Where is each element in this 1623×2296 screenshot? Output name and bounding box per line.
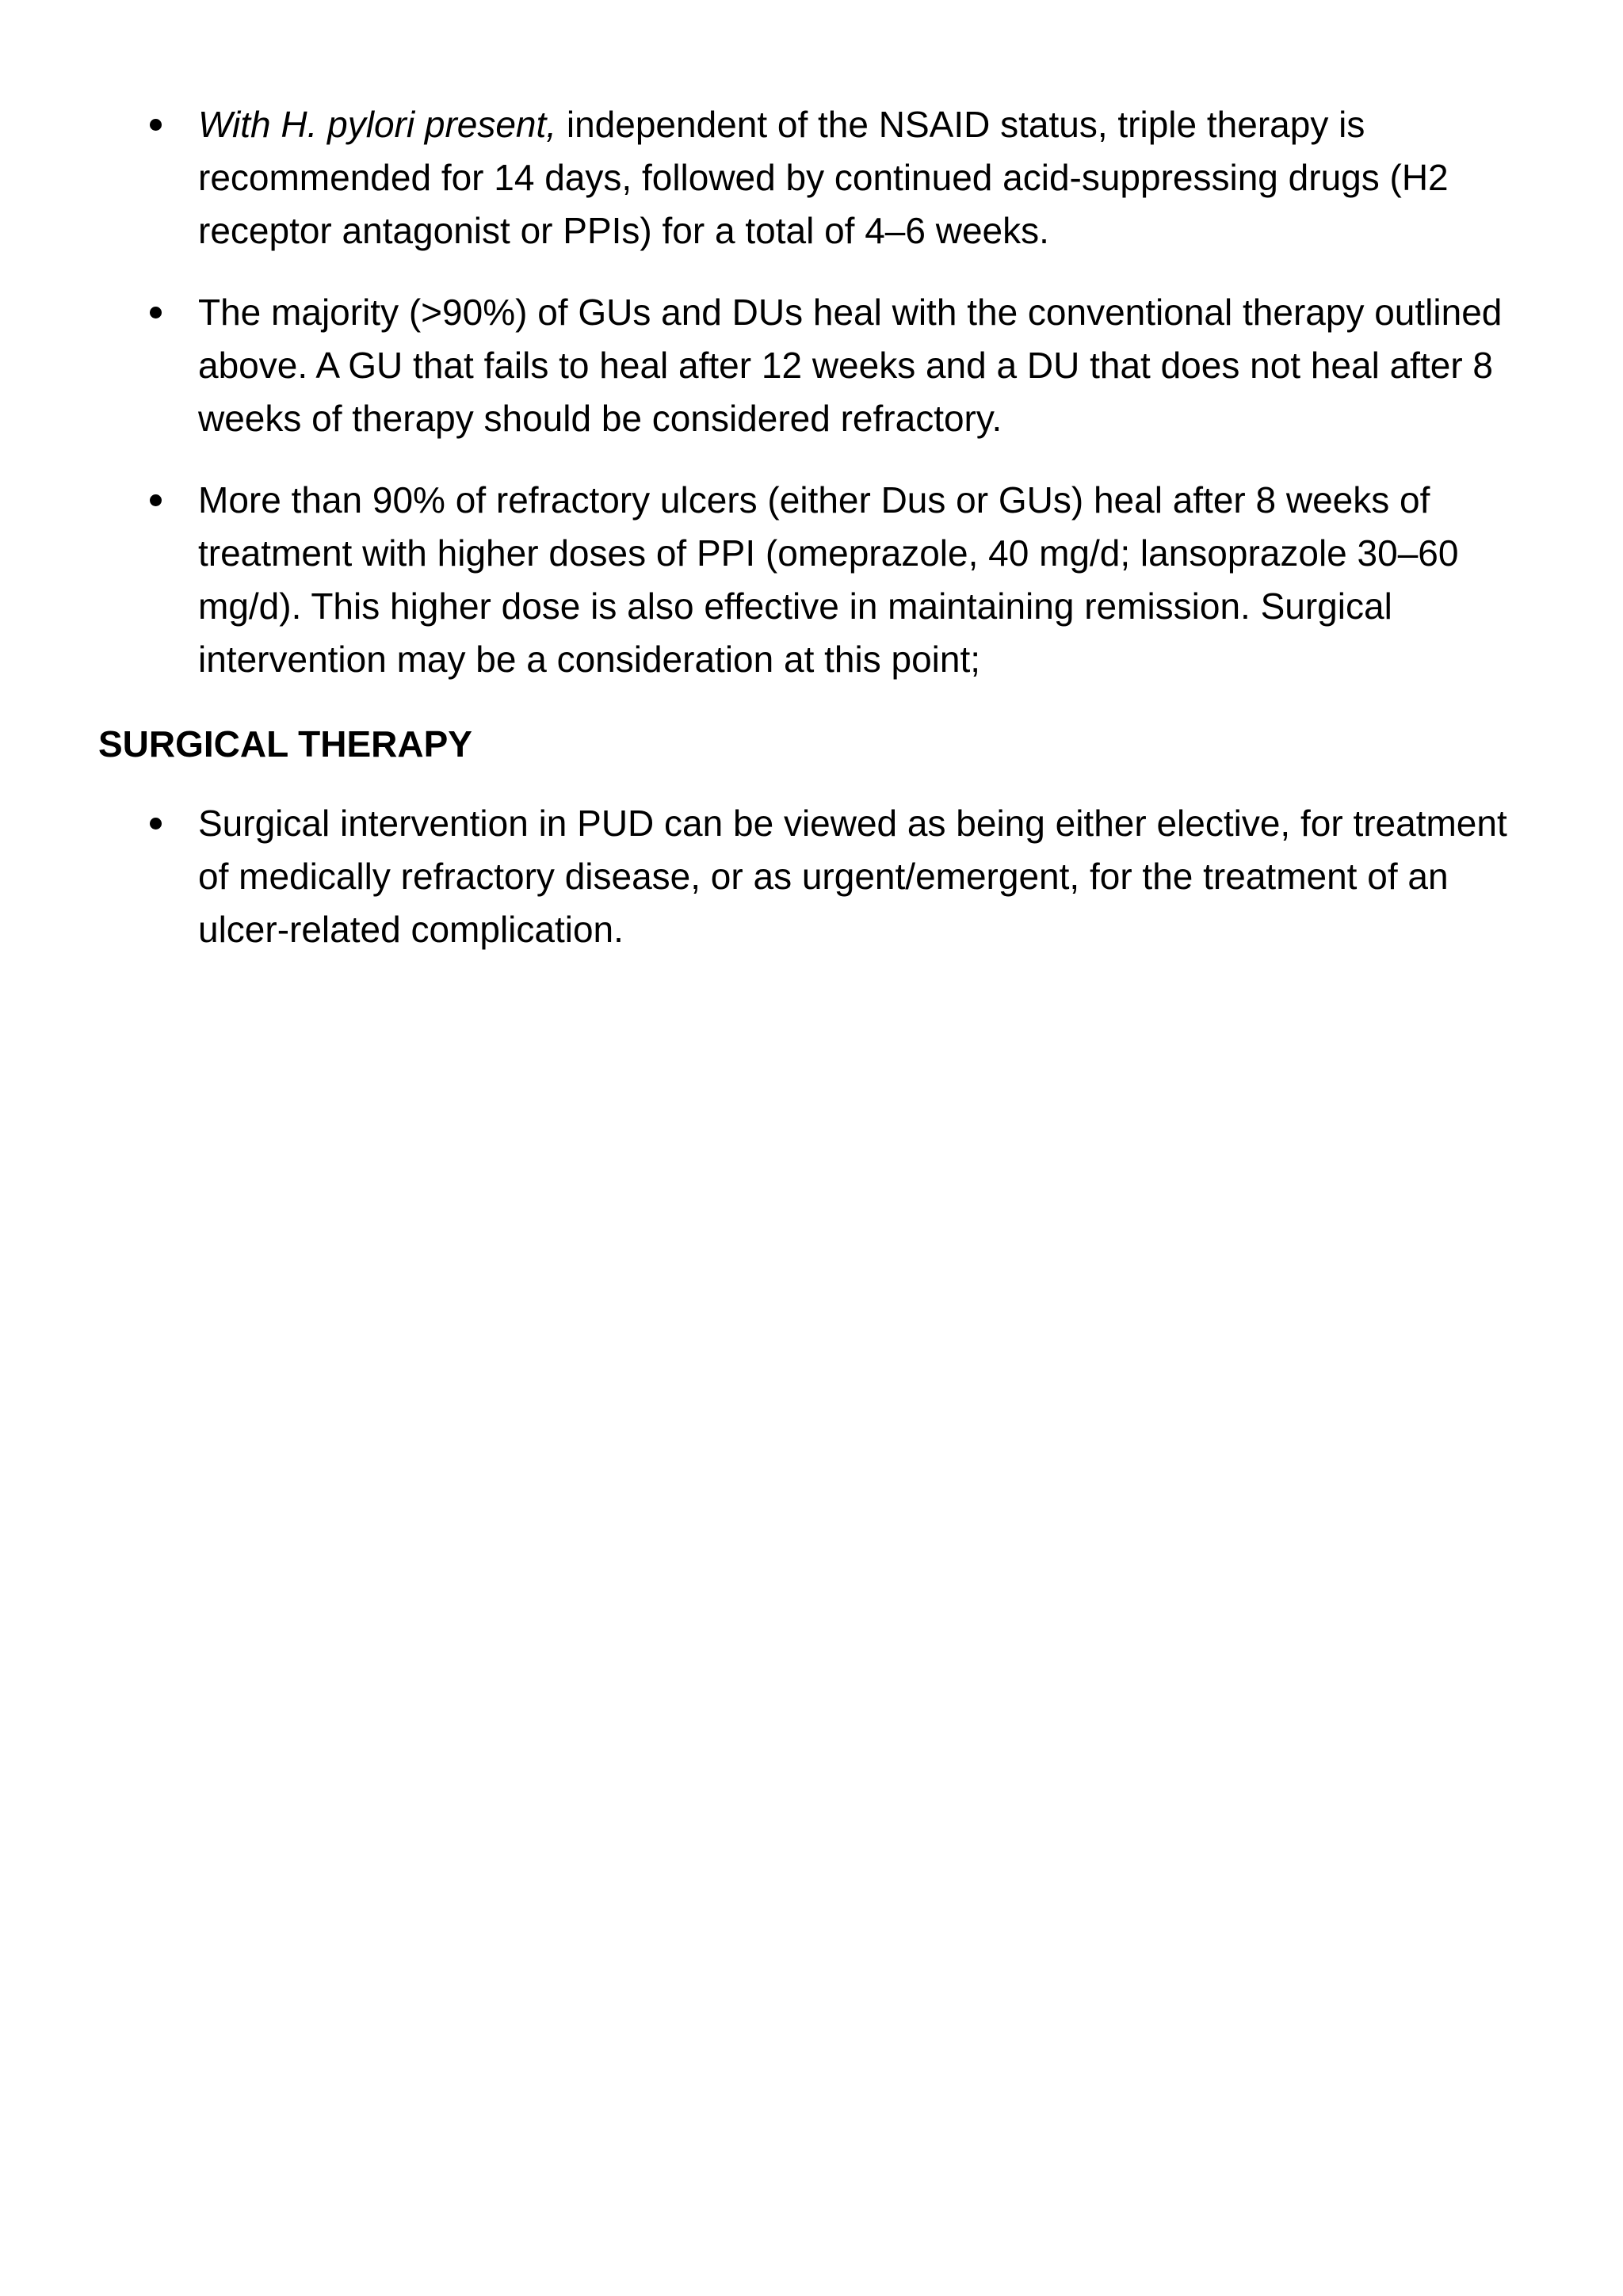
- bullet-text: More than 90% of refractory ulcers (either Dus or GUs) heal after 8 weeks of treatment with higher doses of PPI (omeprazole, 40 mg/d; lansoprazole 30–60 mg/d). This higher dose is also effective in maintaining remission. Surgical intervention may be a consideration at this point;: [198, 479, 1459, 680]
- section-heading: SURGICAL THERAPY: [98, 723, 472, 765]
- bullet-icon: [150, 818, 162, 830]
- bullet-icon: [150, 119, 162, 131]
- bullet-text: independent of the NSAID status, triple therapy is recommended for 14 days, followed by continued acid-suppressing drugs (H2 receptor antagonist or PPIs) for a total of 4–6 weeks.: [198, 104, 1449, 251]
- bullet-icon: [150, 307, 162, 318]
- bullet-text: The majority (>90%) of GUs and DUs heal with the conventional therapy outlined above. A GU that fails to heal after 12 weeks and a DU that does not heal after 8 weeks of therapy should be considered refractory.: [198, 292, 1503, 439]
- bullet-text: Surgical intervention in PUD can be viewed as being either elective, for treatment of medically refractory disease, or as urgent/emergent, for the treatment of an ulcer-related complication.: [198, 803, 1507, 950]
- treatment-bullet-list: [147, 98, 1526, 715]
- list-item: [147, 474, 1526, 686]
- list-item: [147, 98, 1526, 257]
- list-item: [147, 797, 1526, 956]
- bullet-icon: [150, 494, 162, 506]
- surgical-bullet-list: [147, 797, 1526, 985]
- list-item: [147, 286, 1526, 445]
- bullet-italic-lead: With H. pylori present,: [198, 104, 557, 145]
